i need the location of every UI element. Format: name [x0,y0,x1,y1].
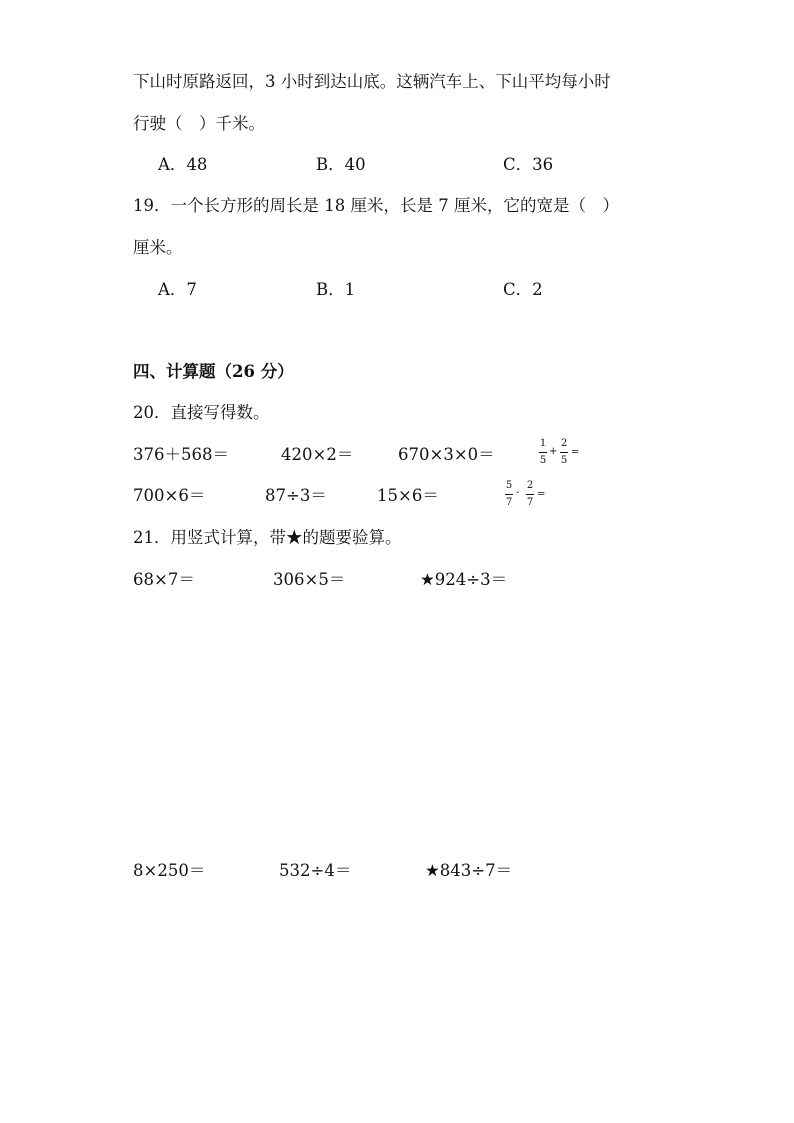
fraction-denominator: 5 [539,455,547,466]
fraction-operator: + [549,446,558,457]
q19-text-line2: 厘米。 [133,238,183,257]
fraction-numerator: 5 [505,480,513,491]
q20-item-3: 670×3×0＝ [398,445,495,464]
fraction-numerator: 2 [560,438,568,449]
q20-item-4: 700×6＝ [133,486,206,505]
q18-option-a: A．48 [158,155,208,174]
q20-fraction-subtraction [505,481,551,513]
q18-text-line1: 下山时原路返回，3 小时到达山底。这辆汽车上、下山平均每小时 [133,72,611,91]
q21-item-2: 306×5＝ [273,570,346,589]
q21-item-1: 68×7＝ [133,570,195,589]
q19-option-c: C．2 [503,280,543,299]
q19-option-b: B．1 [316,280,356,299]
q18-option-b: B．40 [316,155,366,174]
q20-item-5: 87÷3＝ [265,486,327,505]
q21-item-6: ★843÷7＝ [425,861,513,880]
fraction-bar [505,494,513,495]
q21-item-4: 8×250＝ [133,861,206,880]
fraction-denominator: 5 [560,455,568,466]
section-title: 四、计算题（26 分） [133,362,294,381]
fraction-numerator: 1 [539,438,547,449]
q18-option-c: C．36 [503,155,554,174]
fraction-bar [526,494,534,495]
fraction-denominator: 7 [505,497,513,508]
q20-item-1: 376＋568＝ [133,445,229,464]
fraction-equals: = [571,447,580,458]
fraction-bar [539,452,547,453]
fraction-equals: = [537,489,546,500]
q21-item-3: ★924÷3＝ [420,570,508,589]
fraction-bar [560,452,568,453]
fraction-denominator: 7 [526,497,534,508]
q21-title: 21．用竖式计算，带★的题要验算。 [133,528,402,547]
q20-item-2: 420×2＝ [281,445,354,464]
q20-item-6: 15×6＝ [377,486,439,505]
fraction-operator: - [516,487,520,498]
q19-option-a: A．7 [158,280,197,299]
q20-title: 20．直接写得数。 [133,403,270,422]
q19-text-line1: 19．一个长方形的周长是 18 厘米，长是 7 厘米，它的宽是（ ） [133,196,619,215]
q18-text-line2: 行驶（ ）千米。 [133,114,265,133]
q20-fraction-addition [539,439,585,471]
q21-item-5: 532÷4＝ [279,861,352,880]
fraction-numerator: 2 [526,480,534,491]
